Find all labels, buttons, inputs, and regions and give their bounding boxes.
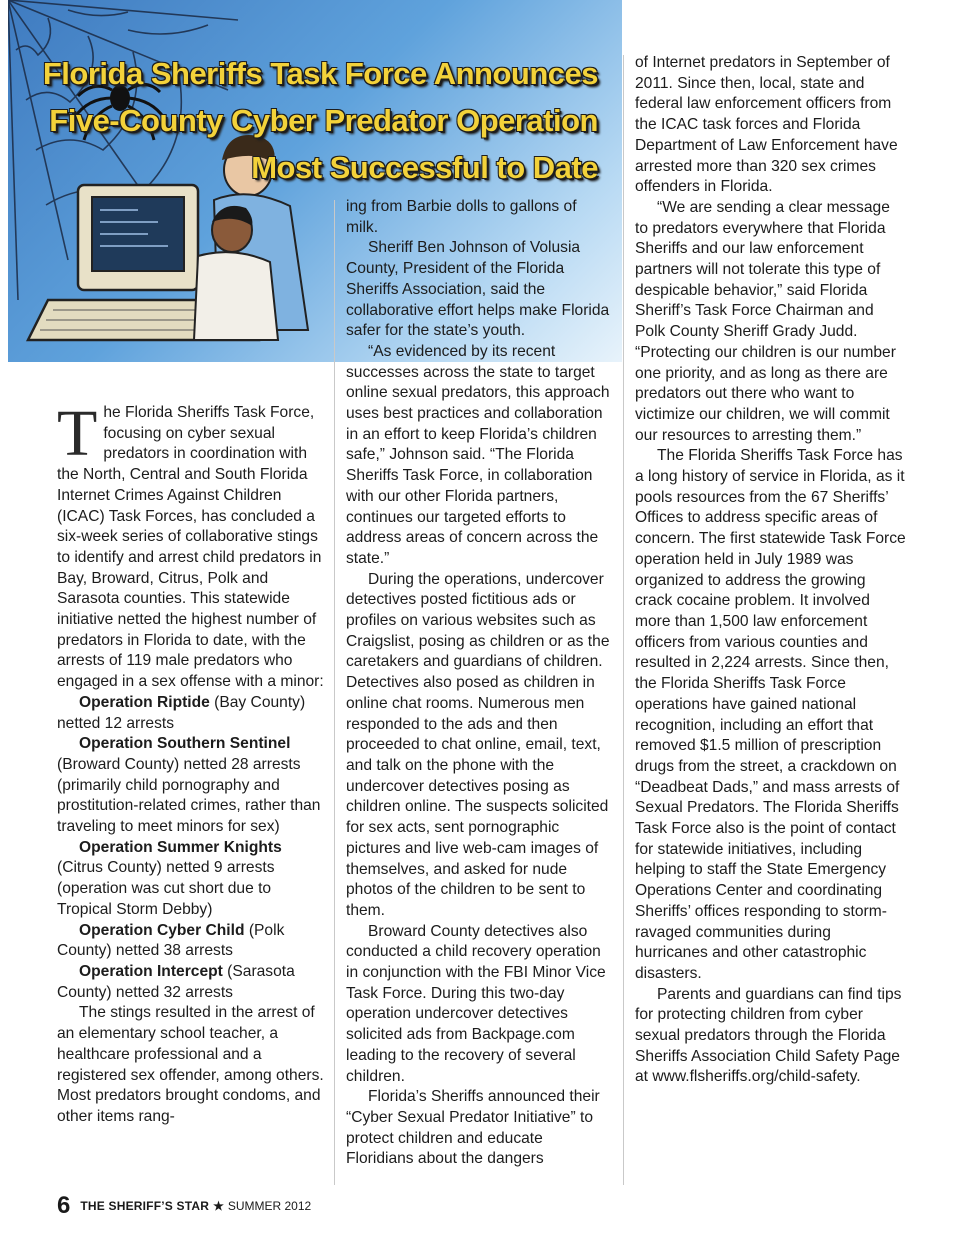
article-paragraph: Sheriff Ben Johnson of Volusia County, President of the Florida Sheriffs Association, said the collaborative effort helps make Florida safer for the state’s youth. bbox=[346, 239, 610, 340]
intro-paragraph bbox=[57, 397, 327, 693]
article-paragraph: The stings resulted in the arrest of an elementary school teacher, a healthcare professional and a registered sex offender, among others. Most predators brought condoms, and other items rang- bbox=[57, 1004, 324, 1125]
operation-detail: (Polk County) netted 38 arrests bbox=[57, 921, 285, 960]
operation-detail: (Sarasota County) netted 32 arrests bbox=[57, 962, 295, 1001]
article-paragraph: The Florida Sheriffs Task Force has a long history of service in Florida, as it pools resources from the 67 Sheriffs’ Offices to address specific areas of concern. The first statewide Task Force operation held in July 1989 was organized to address the growing crack cocaine problem. It involved more than 1,500 law enforcement officers from various counties and resulted in 2,224 arrests. Since then, the Florida Sheriffs Task Force operations have gained national recognition, including an effort that removed $1.5 million of prescription drugs from the street, a crackdown on “Deadbeat Dads,” and mass arrests of Sexual Predators. The Florida Sheriffs Task Force also is the point of contact for statewide initiatives, including helping to staff the State Emergency Operations Center and coordinating Sheriffs’ offices responding to storm-ravaged communities during hurricanes and other catastrophic disasters. bbox=[635, 447, 906, 982]
operation-detail: (Citrus County) netted 9 arrests (operation was cut short due to Tropical Storm Debby) bbox=[57, 859, 275, 918]
article-paragraph: Parents and guardians can find tips for protecting children from cyber sexual predators through the Florida Sheriffs Association Child Safety Page at www.flsheriffs.org/child-safety. bbox=[635, 985, 902, 1086]
operation-name: Operation Intercept bbox=[79, 962, 223, 980]
operation-name: Operation Summer Knights bbox=[79, 838, 282, 856]
operation-item bbox=[57, 693, 327, 734]
operation-item bbox=[57, 734, 327, 838]
operation-detail: (Bay County) netted 12 arrests bbox=[57, 693, 306, 732]
page-footer bbox=[57, 1192, 311, 1220]
operation-name: Operation Southern Sentinel bbox=[79, 735, 291, 753]
operation-name: Operation Cyber Child bbox=[79, 921, 245, 939]
operation-item bbox=[57, 962, 327, 1003]
headline-line-2: Five-County Cyber Predator Operation bbox=[49, 103, 598, 138]
issue-date: SUMMER 2012 bbox=[227, 1199, 312, 1213]
article-column-2 bbox=[346, 197, 612, 1170]
article-column-1 bbox=[57, 397, 327, 1128]
column-divider-2 bbox=[623, 55, 624, 1185]
article-paragraph: “As evidenced by its recent successes across the state to target online sexual predators, this approach uses best practices and collaboration in an effort to keep Florida’s children safe,” Johnson said. “The Florida Sheriffs Task Force, in collaboration with our other Florida partners, continues our targeted efforts to address areas of concern across the state.” bbox=[346, 342, 610, 567]
article-headline bbox=[43, 50, 598, 191]
article-paragraph: of Internet predators in September of 2011. Since then, local, state and federal law enforcement officers from the ICAC task forces and Florida Department of Law Enforcement have arrested more than 320 sex crimes offenders in Florida. bbox=[635, 54, 898, 196]
headline-line-3: Most Successful to Date bbox=[251, 150, 598, 185]
page-number: 6 bbox=[57, 1192, 71, 1219]
article-paragraph: Florida’s Sheriffs announced their “Cyber Sexual Predator Initiative” to protect children and educate Floridians about the dangers bbox=[346, 1088, 600, 1168]
article-paragraph: “We are sending a clear message to predators everywhere that Florida Sheriffs and our law enforcement partners will not tolerate this type of despicable behavior,” said Florida Sheriff’s Task Force Chairman and Polk County Sheriff Grady Judd. “Protecting our children is our number one priority, and as long as there are predators out there who want to victimize our children, we will commit our resources to arresting them.” bbox=[635, 198, 896, 444]
drop-cap: T bbox=[57, 397, 98, 470]
article-paragraph: Broward County detectives also conducted a child recovery operation in conjunction with the FBI Minor Vice Task Force. During this two-day operation undercover detectives solicited ads from Backpage.com leading to the recovery of several children. bbox=[346, 922, 606, 1085]
intro-text: he Florida Sheriffs Task Force, focusing on cyber sexual predators in coordination with the North, Central and South Florida Internet Crimes Against Children (ICAC) Task Forces, has concluded a six-week series of collaborative stings to identify and arrest child predators in Bay, Broward, Citrus, Polk and Sarasota counties. This statewide initiative netted the highest number of predators in Florida to date, with the arrests of 119 male predators who engaged in a sex offense with a minor: bbox=[57, 404, 324, 691]
operation-item bbox=[57, 838, 327, 921]
article-paragraph: During the operations, undercover detectives posted fictitious ads or profiles on various websites such as Craigslist, posing as children or as the caretakers and guardians of children. Detectives also posed as children in online chat rooms. Numerous men responded to the ads and then proceeded to chat online, email, text, and talk on the phone with the undercover detectives posing as children online. The suspects solicited for sex acts, sent pornographic pictures and live web-cam images of themselves, and asked for nude photos of the children to be sent to them. bbox=[346, 570, 610, 919]
publication-name: THE SHERIFF’S STAR bbox=[80, 1199, 210, 1213]
operation-detail: (Broward County) netted 28 arrests (primarily child pornography and prostitution-related crimes, rather than traveling to meet minors for sex) bbox=[57, 755, 321, 836]
operation-name: Operation Riptide bbox=[79, 693, 210, 711]
column-divider-1 bbox=[334, 200, 335, 1185]
article-paragraph: ing from Barbie dolls to gallons of milk. bbox=[346, 198, 577, 236]
operation-item bbox=[57, 921, 327, 962]
article-column-3 bbox=[635, 53, 907, 1088]
star-icon: ★ bbox=[213, 1199, 224, 1213]
headline-line-1: Florida Sheriffs Task Force Announces bbox=[42, 56, 598, 91]
